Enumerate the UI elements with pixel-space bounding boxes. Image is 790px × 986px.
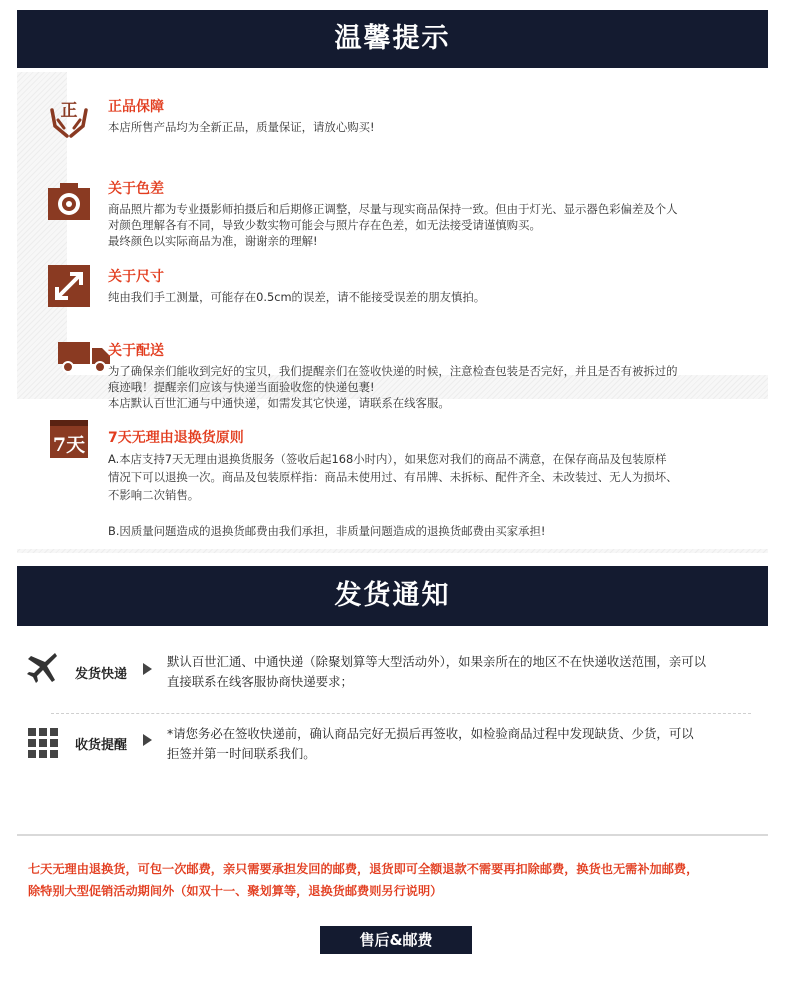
tip-line: 商品照片都为专业摄影师拍摄后和后期修正调整，尽量与现实商品保持一致。但由于灯光、显示器色彩偏差及个人 <box>108 202 678 216</box>
notice-line: 除特别大型促销活动期间外（如双十一、聚划算等，退换货邮费则另行说明） <box>28 884 443 898</box>
shipping-text <box>167 652 727 692</box>
tip-line: 最终颜色以实际商品为准，谢谢亲的理解! <box>108 234 318 248</box>
tip-color <box>108 178 748 249</box>
tip-line: 为了确保亲们能收到完好的宝贝，我们提醒亲们在签收快递的时候，注意检查包装是否完好，并且是否有被拆过的 <box>108 364 678 378</box>
arrow-right-icon <box>143 734 152 746</box>
tip-delivery <box>108 340 748 411</box>
hands-icon-text: 正 <box>60 101 78 121</box>
resize-arrow-icon <box>46 263 92 309</box>
tip-line: B.因质量问题造成的退换货邮费由我们承担，非质量问题造成的退换货邮费由买家承担! <box>108 524 546 538</box>
tips-banner: 温馨提示 <box>17 10 768 68</box>
shipping-banner: 发货通知 <box>17 566 768 626</box>
tip-line: 痕迹哦！提醒亲们应该与快递当面验收您的快递包裹! <box>108 380 375 394</box>
truck-icon <box>58 336 112 382</box>
shipping-panel-border <box>17 834 768 836</box>
tip-line: 本店所售产品均为全新正品，质量保证，请放心购买! <box>108 120 375 134</box>
hands-icon <box>46 96 92 142</box>
tip-size <box>108 266 748 305</box>
divider <box>51 713 751 714</box>
shipping-line: 拒签并第一时间联系我们。 <box>167 746 316 761</box>
calendar-7-icon <box>46 416 92 462</box>
grid-icon <box>28 728 58 762</box>
tip-title: 关于色差 <box>108 181 164 197</box>
airplane-icon <box>27 652 61 690</box>
tip-line: 本店默认百世汇通与中通快递，如需发其它快递，请联系在线客服。 <box>108 396 450 410</box>
tip-title: 正品保障 <box>108 99 164 115</box>
shipping-panel <box>17 626 768 836</box>
shipping-line: *请您务必在签收快递前，确认商品完好无损后再签收，如检验商品过程中发现缺货、少货，可以 <box>167 726 694 741</box>
tip-title: 关于配送 <box>108 343 164 359</box>
after-sales-label: 售后&邮费 <box>320 926 472 954</box>
tip-genuine <box>108 96 748 135</box>
shipping-label: 发货快递 <box>75 667 128 682</box>
tip-line: 对颜色理解各有不同，导致少数实物可能会与照片存在色差，如无法接受请谨慎购买。 <box>108 218 541 232</box>
camera-icon <box>46 178 92 224</box>
tip-line: A.本店支持7天无理由退换货服务（签收后起168小时内），如果您对我们的商品不满意，在保存商品及包装原样 <box>108 452 667 466</box>
arrow-right-icon <box>143 663 152 675</box>
tip-line: 纯由我们手工测量，可能存在0.5cm的误差，请不能接受误差的朋友慎拍。 <box>108 290 486 304</box>
tip-line: 不影响二次销售。 <box>108 488 200 502</box>
tip-return-policy <box>108 427 748 540</box>
tip-title: 关于尺寸 <box>108 269 164 285</box>
calendar-icon-text: 7天 <box>52 434 86 456</box>
shipping-text <box>167 724 727 764</box>
notice-line: 七天无理由退换货，可包一次邮费，亲只需要承担发回的邮费，退货即可全额退款不需要再扣除邮费，换货也无需补加邮费， <box>28 862 699 876</box>
postage-notice <box>28 858 768 902</box>
shipping-label: 收货提醒 <box>75 738 128 753</box>
tip-line: 情况下可以退换一次。商品及包装原样指：商品未使用过、有吊牌、未拆标、配件齐全、未改装过、无人为损坏、 <box>108 470 678 484</box>
shipping-line: 默认百世汇通、中通快递（除聚划算等大型活动外），如果亲所在的地区不在快递收送范围，亲可以 <box>167 654 706 669</box>
tip-title: 7天无理由退换货原则 <box>108 430 244 446</box>
shipping-line: 直接联系在线客服协商快递要求； <box>167 674 353 689</box>
